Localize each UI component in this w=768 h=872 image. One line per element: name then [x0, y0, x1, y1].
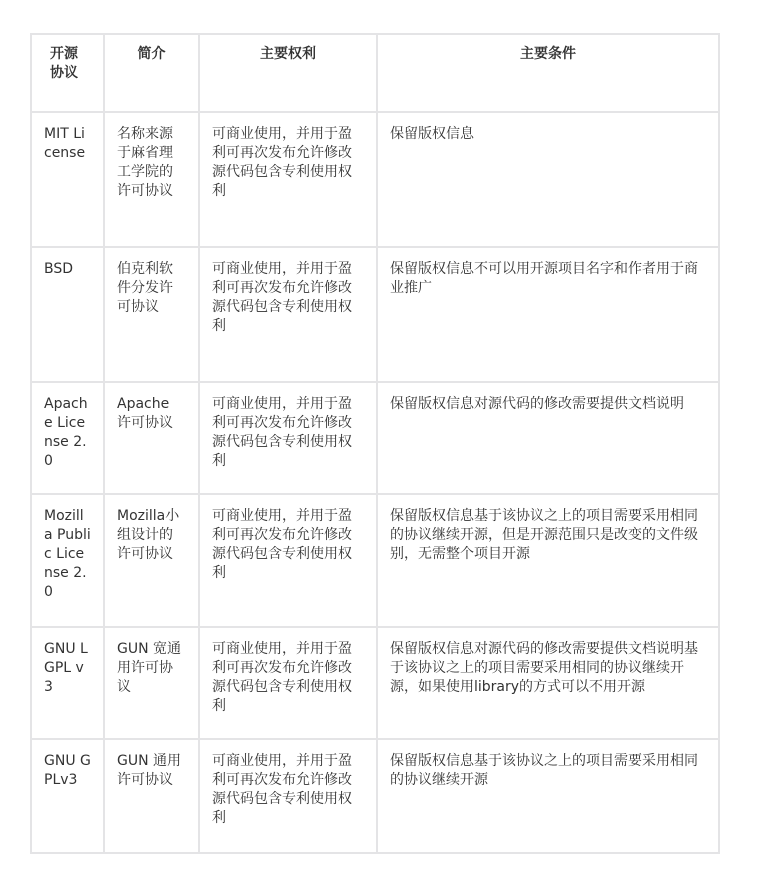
cell-conditions: 保留版权信息不可以用开源项目名字和作者用于商业推广 — [377, 247, 719, 382]
cell-conditions: 保留版权信息对源代码的修改需要提供文档说明 — [377, 382, 719, 494]
cell-rights: 可商业使用，并用于盈利可再次发布允许修改源代码包含专利使用权利 — [199, 739, 377, 853]
cell-license: Apache License 2.0 — [31, 382, 104, 494]
cell-rights: 可商业使用，并用于盈利可再次发布允许修改源代码包含专利使用权利 — [199, 382, 377, 494]
header-license: 开源协议 — [31, 34, 104, 112]
cell-rights: 可商业使用，并用于盈利可再次发布允许修改源代码包含专利使用权利 — [199, 247, 377, 382]
cell-license: GNU GPLv3 — [31, 739, 104, 853]
cell-rights: 可商业使用，并用于盈利可再次发布允许修改源代码包含专利使用权利 — [199, 494, 377, 627]
table-row — [31, 627, 719, 739]
header-conditions: 主要条件 — [377, 34, 719, 112]
table-row — [31, 247, 719, 382]
cell-intro: 名称来源于麻省理工学院的许可协议 — [104, 112, 199, 247]
table-row — [31, 382, 719, 494]
table-header-row — [31, 34, 719, 112]
cell-rights: 可商业使用，并用于盈利可再次发布允许修改源代码包含专利使用权利 — [199, 112, 377, 247]
table-row — [31, 739, 719, 853]
cell-license: Mozilla Public License 2.0 — [31, 494, 104, 627]
cell-intro: 伯克利软件分发许可协议 — [104, 247, 199, 382]
cell-license: MIT License — [31, 112, 104, 247]
cell-license: BSD — [31, 247, 104, 382]
cell-conditions: 保留版权信息基于该协议之上的项目需要采用相同的协议继续开源，但是开源范围只是改变的文件级别，无需整个项目开源 — [377, 494, 719, 627]
cell-license: GNU LGPL v3 — [31, 627, 104, 739]
header-rights: 主要权利 — [199, 34, 377, 112]
cell-rights: 可商业使用，并用于盈利可再次发布允许修改源代码包含专利使用权利 — [199, 627, 377, 739]
table-row — [31, 494, 719, 627]
cell-conditions: 保留版权信息基于该协议之上的项目需要采用相同的协议继续开源 — [377, 739, 719, 853]
cell-intro: GUN 通用许可协议 — [104, 739, 199, 853]
cell-intro: Mozilla小组设计的许可协议 — [104, 494, 199, 627]
cell-conditions: 保留版权信息对源代码的修改需要提供文档说明基于该协议之上的项目需要采用相同的协议继续开源，如果使用library的方式可以不用开源 — [377, 627, 719, 739]
table-row — [31, 112, 719, 247]
license-comparison-table — [30, 33, 720, 854]
header-intro: 简介 — [104, 34, 199, 112]
cell-conditions: 保留版权信息 — [377, 112, 719, 247]
cell-intro: Apache 许可协议 — [104, 382, 199, 494]
cell-intro: GUN 宽通用许可协议 — [104, 627, 199, 739]
